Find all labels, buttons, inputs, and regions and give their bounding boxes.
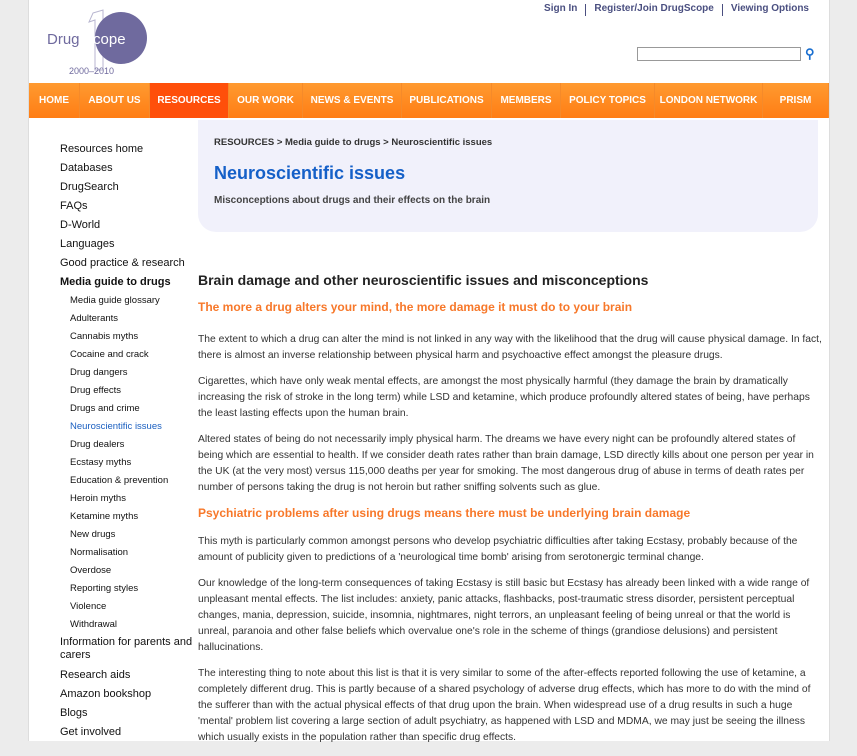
sidebar-subitem[interactable]: New drugs <box>70 529 116 540</box>
sidebar-item[interactable]: Blogs <box>60 707 88 719</box>
sidebar-subitem[interactable]: Withdrawal <box>70 619 117 630</box>
sidebar-item[interactable]: FAQs <box>60 200 88 212</box>
page-subtitle: Misconceptions about drugs and their effects on the brain <box>214 195 491 206</box>
sidebar-subitem[interactable]: Violence <box>70 601 107 612</box>
paragraph: This myth is particularly common amongst persons who develop psychiatric difficulties after taking Ecstasy, probably because of the amount of publicity given to predictions of a 'neurological time bomb' arising from serotonergic terminal change. <box>198 536 798 563</box>
sidebar-subitem[interactable]: Ketamine myths <box>70 511 139 522</box>
sidebar-subitem[interactable]: Drug effects <box>70 385 122 396</box>
sidebar-item[interactable]: Research aids <box>60 669 131 681</box>
nav-item-about-us[interactable]: ABOUT US <box>80 83 150 118</box>
sidebar-subitem[interactable]: Cannabis myths <box>70 331 139 342</box>
section-heading: Psychiatric problems after using drugs means there must be underlying brain damage <box>198 506 691 520</box>
page-header <box>198 120 818 232</box>
sidebar <box>60 140 196 742</box>
sidebar-subitem[interactable]: Ecstasy myths <box>70 457 132 468</box>
svg-text:2000–2010: 2000–2010 <box>69 66 115 76</box>
main-nav <box>29 83 829 118</box>
svg-text:Drug: Drug <box>47 31 80 48</box>
nav-item-members[interactable]: MEMBERS <box>492 83 561 118</box>
sidebar-item[interactable]: DrugSearch <box>60 181 119 193</box>
svg-text:Scope: Scope <box>83 31 126 48</box>
sidebar-subitem[interactable]: Overdose <box>70 565 112 576</box>
sidebar-item[interactable]: Get involved <box>60 726 122 738</box>
sidebar-subitem[interactable]: Normalisation <box>70 547 129 558</box>
sidebar-subitem[interactable]: Reporting styles <box>70 583 139 594</box>
sidebar-subitem[interactable]: Heroin myths <box>70 493 126 504</box>
section-heading: The more a drug alters your mind, the more damage it must do to your brain <box>198 300 633 314</box>
sidebar-subitem[interactable]: Cocaine and crack <box>70 349 149 360</box>
nav-item-prism[interactable]: PRISM <box>763 83 829 118</box>
sidebar-item[interactable]: Databases <box>60 162 113 174</box>
viewing-options-link[interactable]: Viewing Options <box>730 3 809 14</box>
nav-item-london-network[interactable]: LONDON NETWORK <box>655 83 763 118</box>
nav-item-home[interactable]: HOME <box>29 83 80 118</box>
sidebar-item[interactable]: Amazon bookshop <box>60 688 152 700</box>
search-icon[interactable]: ⚲ <box>805 46 815 61</box>
sidebar-item[interactable]: Languages <box>60 238 115 250</box>
sign-in-link[interactable]: Sign In <box>544 3 578 14</box>
article <box>198 272 823 756</box>
paragraph: Altered states of being do not necessarily imply physical harm. The dreams we have every night can be profoundly altered states of being which are essential to health. If we consider death rates rather than brain damage, LSD directly kills about one person per year in the UK (at the very most) versus 115,000 deaths per year for smoking. The most dangerous drug of abuse in terms of death rates per number of persons taking the drug is not heroin but rather sniffing solvents such as glue. <box>198 434 814 493</box>
paragraph: Cigarettes, which have only weak mental effects, are amongst the most physically harmful (they damage the brain by dramatically increasing the risk of stroke in the long term) while LSD and ketamine, which produce profoundly altered states of being, have perhaps the least lasting effects upon the human brain. <box>198 376 810 419</box>
nav-item-publications[interactable]: PUBLICATIONS <box>402 83 492 118</box>
page-title: Neuroscientific issues <box>214 163 406 183</box>
search-input[interactable] <box>637 47 801 61</box>
sidebar-item-current-section[interactable]: Media guide to drugs <box>60 276 171 288</box>
nav-item-policy-topics[interactable]: POLICY TOPICS <box>561 83 655 118</box>
sidebar-subitem[interactable]: Neuroscientific issues <box>70 421 162 432</box>
sidebar-subitem[interactable]: Drug dangers <box>70 367 128 378</box>
register-link[interactable]: Register/Join DrugScope <box>594 3 714 14</box>
paragraph: The interesting thing to note about this list is that it is very similar to some of the after-effects reported following the use of ketamine, a completely different drug. This is partly because of a shared psychology of adverse drug effects, which has more to do with the mind of the sufferer than with the actual physical effects of that drug upon the brain. When widespread use of a drug results in such a huge 'mental' problem list covering a large section of adult psychiatry, as happened with LSD and MDMA, we may just be seeing the illness which usually exists in the population rather than specific drug effects. <box>198 668 811 743</box>
sidebar-item[interactable]: Resources home <box>60 143 144 155</box>
sidebar-item[interactable]: D-World <box>60 219 101 231</box>
breadcrumb: RESOURCES > Media guide to drugs > Neuroscientific issues <box>214 137 493 148</box>
nav-item-our-work[interactable]: OUR WORK <box>229 83 303 118</box>
sidebar-item[interactable]: Good practice & research <box>60 257 185 269</box>
sidebar-item[interactable]: Information for parents and carers <box>60 636 193 661</box>
top-links <box>536 3 817 16</box>
sidebar-subitem[interactable]: Adulterants <box>70 313 119 324</box>
article-heading: Brain damage and other neuroscientific issues and misconceptions <box>198 272 649 288</box>
sidebar-subitem[interactable]: Drug dealers <box>70 439 125 450</box>
nav-item-news-events[interactable]: NEWS & EVENTS <box>303 83 402 118</box>
paragraph: Our knowledge of the long-term consequences of taking Ecstasy is still basic but Ecstasy has already been linked with a wide range of unpleasant mental effects. The list includes: anxiety, panic attacks, flashbacks, post-traumatic stress disorder, persistent perceptual changes, mania, depression, suicide, insomnia, nightmares, night terrors, an unpleasant feeling of being unreal or that the world is unreal, paranoia and other false beliefs which overvalue one's role in the scheme of things (grandiose delusions) and persistent hallucinations. <box>198 578 810 653</box>
paragraph: The extent to which a drug can alter the mind is not linked in any way with the likelihood that the drug will cause physical damage. In fact, there is almost an inverse relationship between physical harm and psychoactive effect amongst the pleasure drugs. <box>198 334 822 361</box>
page <box>28 0 830 741</box>
nav-item-resources[interactable]: RESOURCES <box>150 83 229 118</box>
drugscope-logo[interactable] <box>45 8 155 78</box>
sidebar-subitem[interactable]: Education & prevention <box>70 475 169 486</box>
sidebar-subitem[interactable]: Drugs and crime <box>70 403 140 414</box>
sidebar-subitem[interactable]: Media guide glossary <box>70 295 160 306</box>
